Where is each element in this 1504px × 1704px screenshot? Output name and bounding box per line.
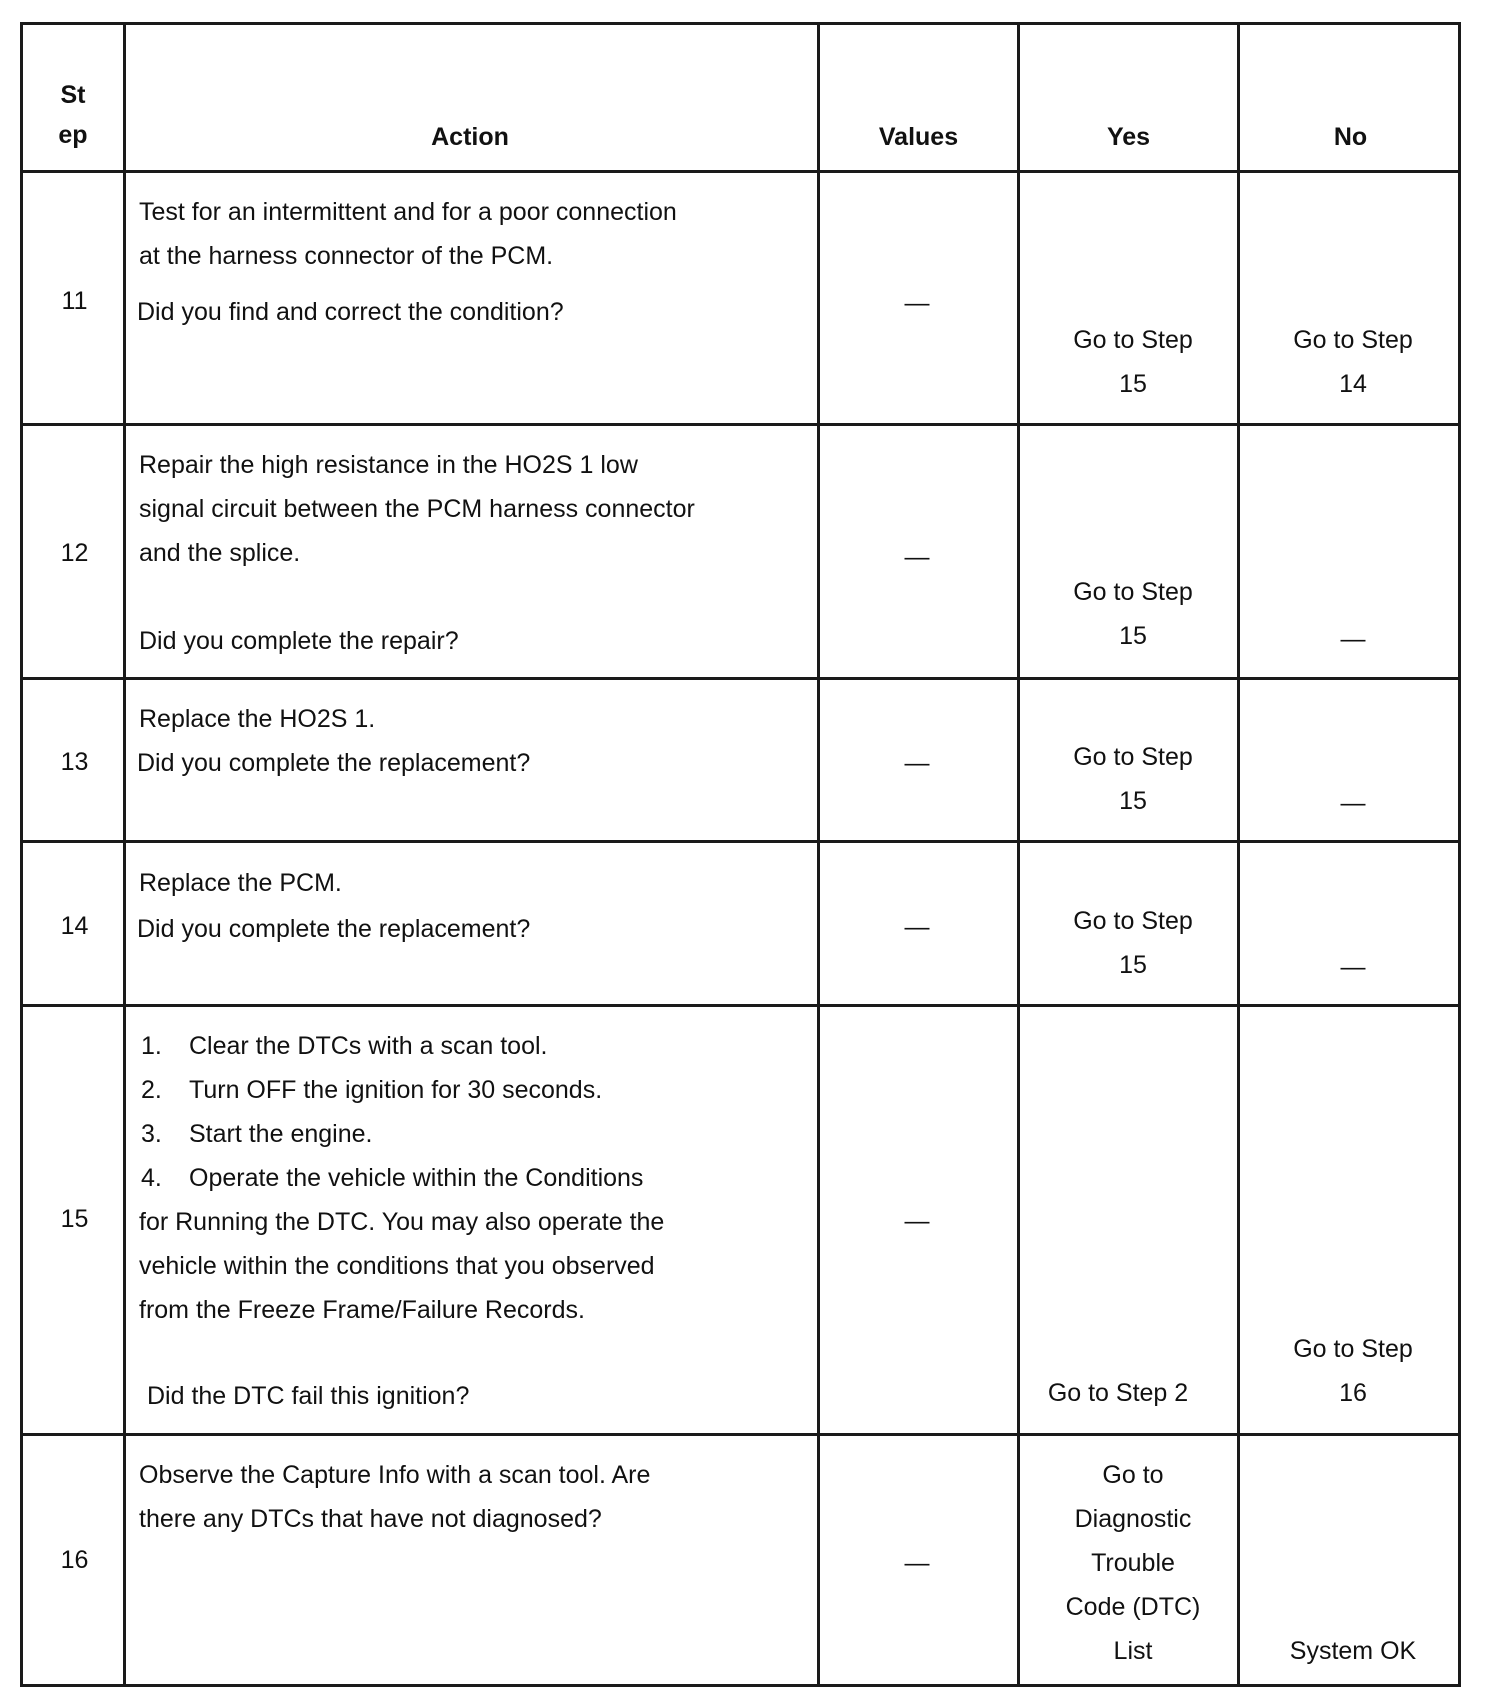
action-text bbox=[139, 190, 677, 334]
step-number: 11 bbox=[61, 287, 88, 315]
action-line: Replace the HO2S 1. bbox=[139, 705, 376, 733]
header-step-line1: St bbox=[60, 81, 86, 109]
no-cell: — bbox=[1340, 789, 1366, 817]
yes-line: Code (DTC) bbox=[1065, 1593, 1201, 1621]
row-divider bbox=[23, 170, 1458, 173]
yes-cell bbox=[1023, 570, 1243, 658]
yes-line: 15 bbox=[1119, 787, 1147, 815]
no-line: 16 bbox=[1339, 1379, 1367, 1407]
action-line: Did you find and correct the condition? bbox=[137, 298, 564, 326]
yes-cell bbox=[1023, 735, 1243, 823]
value-cell: — bbox=[904, 1207, 930, 1235]
step-number: 15 bbox=[60, 1205, 89, 1233]
list-number: 2. bbox=[141, 1076, 162, 1104]
action-text bbox=[139, 1453, 650, 1541]
list-text: Turn OFF the ignition for 30 seconds. bbox=[189, 1076, 603, 1104]
yes-line: 15 bbox=[1119, 370, 1147, 398]
diagnostic-table bbox=[20, 22, 1461, 1687]
yes-line: Go to Step bbox=[1073, 907, 1193, 935]
step-number: 16 bbox=[60, 1546, 89, 1574]
yes-cell bbox=[1023, 318, 1243, 406]
list-text: Start the engine. bbox=[189, 1120, 373, 1148]
value-cell: — bbox=[904, 913, 930, 941]
no-line: Go to Step bbox=[1293, 326, 1413, 354]
action-line: Replace the PCM. bbox=[139, 869, 342, 897]
yes-line: Go to Step 2 bbox=[1047, 1379, 1189, 1407]
no-line: System OK bbox=[1289, 1637, 1417, 1665]
list-number: 1. bbox=[141, 1032, 162, 1060]
no-cell bbox=[1243, 1629, 1463, 1673]
row-divider bbox=[23, 677, 1458, 680]
list-item bbox=[141, 1024, 664, 1068]
action-line: Did you complete the replacement? bbox=[137, 749, 531, 777]
yes-cell bbox=[1023, 1453, 1243, 1673]
list-text: Clear the DTCs with a scan tool. bbox=[189, 1032, 548, 1060]
yes-cell bbox=[1008, 1371, 1228, 1415]
yes-cell bbox=[1023, 899, 1243, 987]
action-line: Did you complete the repair? bbox=[139, 627, 459, 655]
no-cell bbox=[1243, 318, 1463, 406]
no-line: 14 bbox=[1339, 370, 1367, 398]
action-line: Did you complete the replacement? bbox=[137, 915, 531, 943]
value-cell: — bbox=[904, 543, 930, 571]
step-number: 14 bbox=[60, 912, 89, 940]
header-values: Values bbox=[878, 123, 959, 151]
action-text bbox=[139, 861, 530, 951]
action-line: Did the DTC fail this ignition? bbox=[147, 1382, 470, 1410]
list-number: 4. bbox=[141, 1164, 162, 1192]
yes-line: Go to bbox=[1102, 1461, 1164, 1489]
row-divider bbox=[23, 423, 1458, 426]
row-divider bbox=[23, 840, 1458, 843]
no-cell bbox=[1243, 1327, 1463, 1415]
action-line: signal circuit between the PCM harness connector bbox=[139, 495, 695, 523]
action-line: for Running the DTC. You may also operate the bbox=[139, 1208, 665, 1236]
action-text bbox=[141, 1024, 664, 1418]
yes-line: Trouble bbox=[1091, 1549, 1175, 1577]
procedure-list bbox=[141, 1024, 664, 1200]
list-item bbox=[141, 1112, 664, 1156]
action-line: and the splice. bbox=[139, 539, 301, 567]
step-number: 13 bbox=[60, 748, 89, 776]
yes-line: List bbox=[1113, 1637, 1153, 1665]
action-continuation bbox=[139, 1200, 664, 1418]
action-line: Repair the high resistance in the HO2S 1 low bbox=[139, 451, 638, 479]
yes-line: 15 bbox=[1119, 951, 1147, 979]
action-line: there any DTCs that have not diagnosed? bbox=[139, 1505, 602, 1533]
value-cell: — bbox=[904, 289, 930, 317]
value-cell: — bbox=[904, 1549, 930, 1577]
list-item bbox=[141, 1156, 664, 1200]
action-line: Test for an intermittent and for a poor connection bbox=[139, 198, 677, 226]
yes-line: Go to Step bbox=[1073, 578, 1193, 606]
no-line: Go to Step bbox=[1293, 1335, 1413, 1363]
action-line: at the harness connector of the PCM. bbox=[139, 242, 554, 270]
yes-line: Diagnostic bbox=[1074, 1505, 1192, 1533]
header-action: Action bbox=[431, 123, 509, 151]
action-line: vehicle within the conditions that you observed bbox=[139, 1252, 655, 1280]
list-item bbox=[141, 1068, 664, 1112]
step-number: 12 bbox=[60, 539, 89, 567]
yes-line: Go to Step bbox=[1073, 326, 1193, 354]
header-no: No bbox=[1333, 123, 1368, 151]
action-line: from the Freeze Frame/Failure Records. bbox=[139, 1296, 585, 1324]
yes-line: 15 bbox=[1119, 622, 1147, 650]
header-yes: Yes bbox=[1106, 123, 1151, 151]
row-divider bbox=[23, 1004, 1458, 1007]
list-number: 3. bbox=[141, 1120, 162, 1148]
no-cell: — bbox=[1340, 953, 1366, 981]
action-line: Observe the Capture Info with a scan tool. Are bbox=[139, 1461, 651, 1489]
yes-line: Go to Step bbox=[1073, 743, 1193, 771]
no-cell: — bbox=[1340, 625, 1366, 653]
row-divider bbox=[23, 1433, 1458, 1436]
list-text: Operate the vehicle within the Conditions bbox=[189, 1164, 644, 1192]
header-step-line2: ep bbox=[58, 121, 88, 149]
value-cell: — bbox=[904, 749, 930, 777]
header-step bbox=[23, 75, 123, 155]
action-text bbox=[139, 443, 695, 663]
action-text bbox=[139, 697, 530, 785]
